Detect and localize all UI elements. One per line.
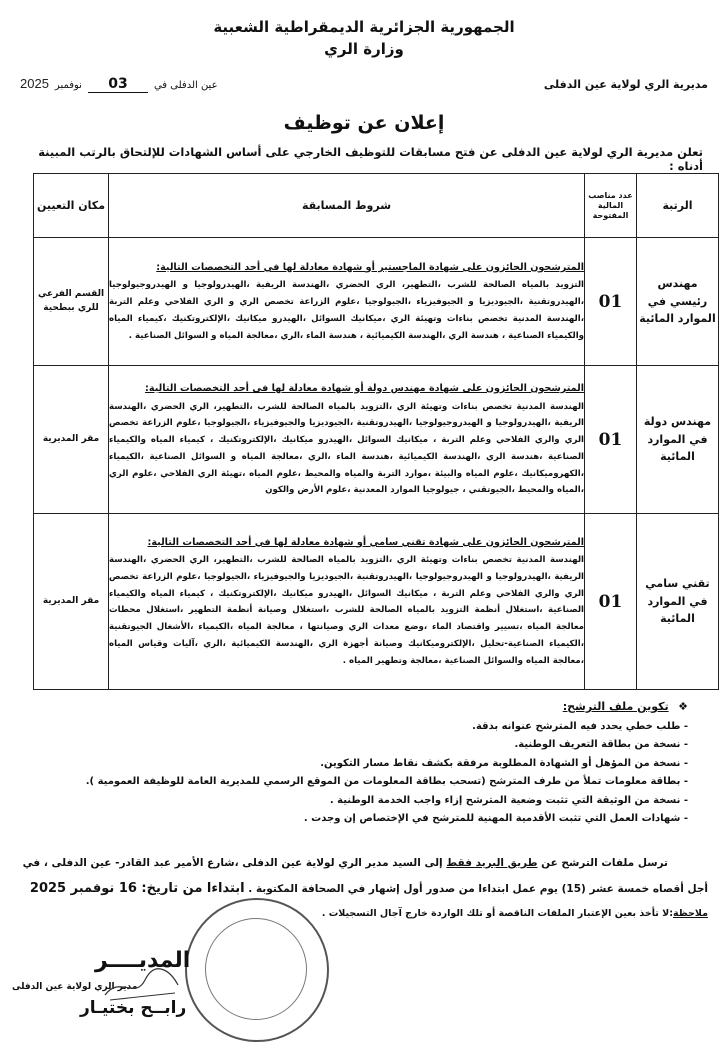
note [322,908,708,919]
header-posts: عدد مناصب المالية المفتوحة [585,174,637,238]
conditions-text: التزويد بالمياه الصالحة للشرب ،التطهير، الري الحضري ،الهندسة الريفية ،الهيدرولوجيا و الهيدروجيولوجيا ،الهيدروتقنية ،الجيوديزيا و الجيوفيزياء ،الجيولوجيا ،علوم الزراعة تخصص الري و الري الفلاحي وعلم التربة ،الهندسة المدنية تخصص بناءات وتهيئة الري ،ميكانيك السوائل ،الهيدرو ميكانيك ،الإلكتروتكنيك ،كيمياء المياه والكيمياء الصناعية ، هندسة الري ،الهندسة الكيميائية ، هندسة الماء ،الري ،معالجة المياه و السوائل الصناعية . [109,280,584,341]
rank-cell: تقني سامي في الموارد المائية [637,514,719,690]
conditions-cell [109,514,585,690]
place-cell: مقر المديرية [34,366,109,514]
submission-deadline: ابتداءا من تاريخ: 16 نوفمبر 2025 [29,881,245,897]
posts-cell: 01 [585,366,637,514]
place-cell: القسم الفرعي للري ببطحية [34,238,109,366]
intro-text: تعلن مديرية الري لولاية عين الدفلى عن فتح مسابقات للتوظيف الخارجي على أساس الشهادات للإلتحاق بالرتب المبينة أدناه : [38,145,703,173]
header-conditions: شروط المسابقة [109,174,585,238]
official-stamp [185,898,329,1042]
header-place: مكان التعيين [34,174,109,238]
dossier-item: - بطاقة معلومات تملأ من طرف المترشح (تسحب بطاقة المعلومات من الموقع الرسمي للمديرية العامة للوظيفة العمومية ). [85,776,688,787]
table-header-row [34,174,719,238]
dossier-item: - شهادات العمل التي تثبت الأقدمية المهنية للمترشح في الإختصاص إن وجدت . [303,813,688,824]
signature-subtitle: مدير الري لولاية عين الدفلى [12,982,138,992]
signature-name: رابــح بختيـار [80,998,187,1018]
signature-title: المديــــر [95,948,191,973]
rank-cell: مهندس دولة في الموارد المائية [637,366,719,514]
dossier-item: - نسخة من بطاقة التعريف الوطنية. [514,739,688,750]
conditions-text: الهندسة المدنية تخصص بناءات وتهيئة الري ،التزويد بالمياه الصالحة للشرب ،التطهير، الري الحضري ،الهندسة الريفية ،الهيدرولوجيا و الهيدروجيولوجيا ،الهيدروتقنية ،الجيوديزيا والجيوفيزياء ،الجيولوجيا ،علوم الزراعة تخصص الري والري الفلاحي وعلم التربة ، ميكانيك السوائل ،الهيدرو ميكانيك ،الإلكتروتكنيك ، كيمياء المياه والكيمياء الصناعية ،استغلال أنظمة التزويد بالمياه الصالحة للشرب ،استغلال وصيانة أنظمة التطهير ،استغلال محطات معالجة المياه ،تسيير واقتصاد الماء ،وضع معدات الري وصيانتها ، معالجة المياه ،الكيمياء ،الأشغال الجيوتقنية ،الكيمياء الصناعية-تحليل ،الإلكتروميكانيك وصيانة أجهزة الري ،الهندسة الكيميائية ،الري ،آليات وقياس المياه ،معالجة المياه والسوائل الصناعية ،معالجة وتطهير المياه . [109,555,584,666]
submission-part2: إلى السيد مدير الري لولاية عين الدفلى ،شارع الأمير عبد القادر- عين الدفلى ، في [22,857,443,869]
positions-table [33,173,719,690]
note-text: :لا تأخذ بعين الإعتبار الملفات الناقصة أو تلك الواردة خارج آجال التسجيلات . [321,908,674,919]
dossier-item: - نسخة من المؤهل أو الشهادة المطلوبة مرفقة بكشف نقاط مسار التكوين. [320,757,688,769]
place-prefix: عين الدفلى في [153,80,218,91]
directorate-label: مديرية الري لولاية عين الدفلى [543,78,708,91]
submission-text [18,852,708,904]
submission-method: طريق البريد فقط [446,857,538,869]
place-date [20,76,218,93]
conditions-heading: المترشحون الحائزون على شهادة مهندس دولة أو شهادة معادلة لها في أحد التخصصات التالية: [145,382,584,394]
date-month: نوفمبر [54,80,82,91]
table-row [34,366,719,514]
conditions-heading: المترشحون الحائزون على شهادة الماجستير أو شهادة معادلة لها في أحد التخصصات التالية: [156,261,584,273]
stamp-inner-ring [205,918,307,1020]
note-label: ملاحظة [673,908,708,919]
table-row [34,514,719,690]
posts-cell: 01 [585,238,637,366]
conditions-heading: المترشحون الحائزون على شهادة تقني سامي أو شهادة معادلة لها في أحد التخصصات التالية: [147,536,584,548]
dossier-heading-line [28,697,688,718]
rank-cell: مهندس رئيسي في الموارد المائية [637,238,719,366]
conditions-text: الهندسة المدنية تخصص بناءات وتهيئة الري ،التزويد بالمياه الصالحة للشرب ،التطهير، الري الحضري ،الهندسة الريفية ،الهيدرولوجيا و الهيدروجيولوجيا ،الهيدروتقنية ،الجيوديزيا والجيوفيزياء ،الجيولوجيا ،علوم الزراعة تخصص الري والري الفلاحي وعلم التربة ، ميكانيك السوائل ،الهيدرو ميكانيك ،الإلكتروتكنيك ، كيمياء المياه والكيمياء الصناعية ،هندسة الري ،الهندسة الكيميائية ،هندسة الماء ،الري ،معالجة المياه و السوائل الصناعية ،الكيمياء ،الكهروميكانيك ،علوم المياه والبيئة ،موارد التربة والمياه والمحيط ،علوم المياه ،تهيئة الري الفلاحي ،علوم الري ،المياه والمحيط ،الجيوتقني ، جيولوجيا الموارد المعدنية ،علوم الأرض والكون [109,401,584,496]
ministry-heading: وزارة الري [324,40,404,58]
submission-line-2 [18,875,708,904]
conditions-cell [109,238,585,366]
dossier-section [28,697,688,829]
diamond-bullet-icon: ❖ [678,700,688,713]
submission-part3: أجل أقصاه خمسة عشر (15) يوم عمل ابتداءا من صدور أول إشهار في الصحافة المكتوبة . [248,883,708,896]
posts-cell: 01 [585,514,637,690]
date-year: 2025 [20,76,49,91]
dossier-heading: تكوين ملف الترشح: [562,700,669,713]
submission-part1: ترسل ملفات الترشح عن [541,857,668,869]
date-day: 03 [88,76,148,93]
place-cell: مقر المديرية [34,514,109,690]
dossier-item: - طلب خطي يحدد فيه المترشح عنوانه بدقة. [472,720,688,732]
republic-heading: الجمهورية الجزائرية الديمقراطية الشعبية [213,18,515,36]
header-rank: الرتبة [637,174,719,238]
dossier-item: - نسخة من الوثيقة التي تثبت وضعية المترشح إزاء واجب الخدمة الوطنية . [329,794,688,806]
submission-line-1 [18,852,708,875]
page-title: إعلان عن توظيف [283,112,445,134]
conditions-cell [109,366,585,514]
table-row [34,238,719,366]
